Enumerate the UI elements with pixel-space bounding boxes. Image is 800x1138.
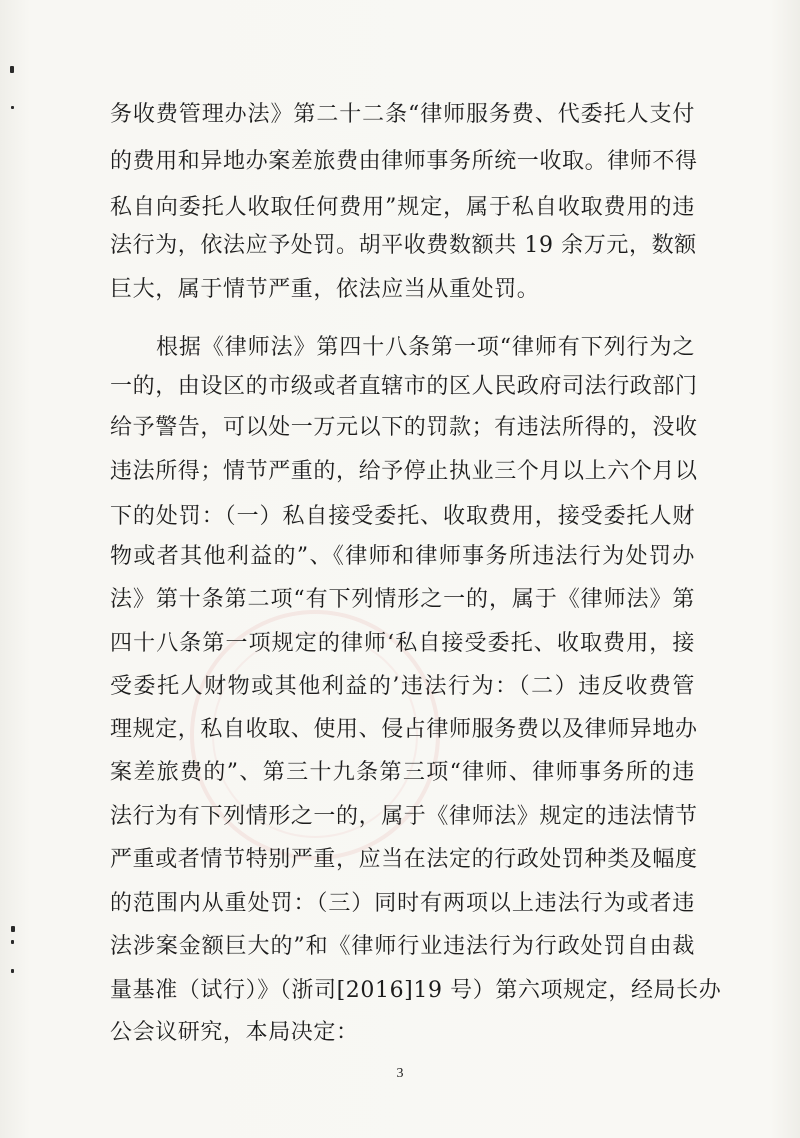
text-line: 根据《律师法》第四十八条第一项“律师有下列行为之 xyxy=(156,335,695,360)
binding-hole-mark xyxy=(11,969,14,973)
text-line: 案差旅费的”、第三十九条第三项“律师、律师事务所的违 xyxy=(110,760,695,785)
text-line: 务收费管理办法》第二十二条“律师服务费、代委托人支付 xyxy=(110,102,695,127)
text-line: 四十八条第一项规定的律师‘私自接受委托、收取费用，接 xyxy=(110,631,695,656)
text-line: 法行为有下列情形之一的，属于《律师法》规定的违法情节 xyxy=(110,804,698,829)
text-line: 物或者其他利益的”、《律师和律师事务所违法行为处罚办 xyxy=(110,544,695,569)
text-line: 一的，由设区的市级或者直辖市的区人民政府司法行政部门 xyxy=(110,374,698,399)
text-line: 法行为，依法应予处罚。胡平收费数额共 19 余万元，数额 xyxy=(110,233,697,258)
text-line: 法涉案金额巨大的”和《律师行业违法行为行政处罚自由裁 xyxy=(110,934,695,959)
text-line: 法》第十条第二项“有下列情形之一的，属于《律师法》第 xyxy=(110,587,695,612)
text-line: 违法所得；情节严重的，给予停止执业三个月以上六个月以 xyxy=(110,459,698,484)
text-line: 的费用和异地办案差旅费由律师事务所统一收取。律师不得 xyxy=(110,149,698,174)
text-line: 下的处罚：（一）私自接受委托、收取费用，接受委托人财 xyxy=(110,504,695,529)
text-line: 私自向委托人收取任何费用”规定，属于私自收取费用的违 xyxy=(110,195,695,220)
text-line: 严重或者情节特别严重，应当在法定的行政处罚种类及幅度 xyxy=(110,847,698,872)
text-line: 巨大，属于情节严重，依法应当从重处罚。 xyxy=(110,277,540,302)
text-line: 公会议研究，本局决定： xyxy=(110,1020,359,1045)
text-line: 理规定，私自收取、使用、侵占律师服务费以及律师异地办 xyxy=(110,717,698,742)
binding-hole-mark xyxy=(11,106,14,109)
binding-hole-mark xyxy=(11,926,15,932)
text-line: 量基准（试行）》（浙司[2016]19 号）第六项规定，经局长办 xyxy=(110,978,722,1003)
text-line: 受委托人财物或其他利益的’违法行为：（二）违反收费管 xyxy=(110,674,695,699)
binding-hole-mark xyxy=(11,940,14,944)
binding-hole-mark xyxy=(10,66,14,73)
text-line: 的范围内从重处罚：（三）同时有两项以上违法行为或者违 xyxy=(110,891,695,916)
text-line: 给予警告，可以处一万元以下的罚款；有违法所得的，没收 xyxy=(110,415,698,440)
page-number: 3 xyxy=(396,1066,404,1081)
